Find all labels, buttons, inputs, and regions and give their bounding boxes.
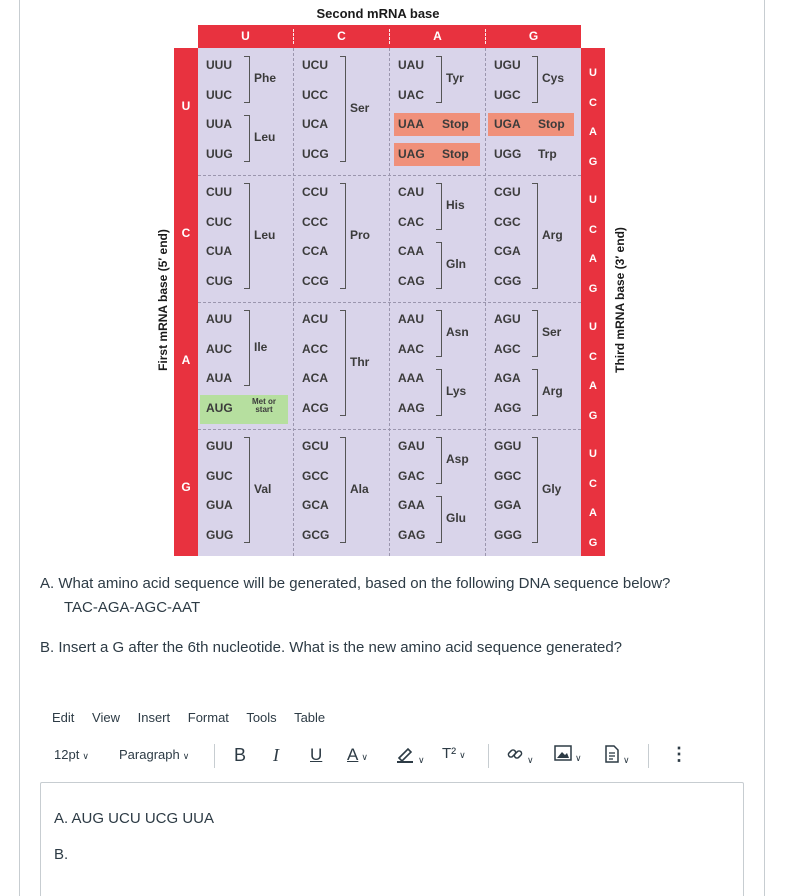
document-button[interactable] — [604, 745, 630, 766]
codon-grid — [198, 48, 581, 556]
underline-button[interactable]: U — [310, 745, 323, 764]
editor-toolbar — [40, 740, 744, 772]
codon-aua: AUA — [206, 371, 232, 385]
amino-acid-label: Ser — [350, 100, 370, 115]
codon-uag: UAG — [398, 146, 425, 161]
amino-acid-label: Ser — [542, 325, 562, 340]
codon-cell — [390, 429, 485, 556]
block-format-value: Paragraph — [119, 747, 180, 762]
link-icon — [506, 745, 524, 763]
amino-acid-label: Trp — [538, 146, 557, 161]
codon-auu: AUU — [206, 312, 232, 326]
third-base-letter: G — [588, 409, 598, 422]
codon-cga: CGA — [494, 244, 521, 258]
third-base-letter: C — [589, 96, 597, 109]
codon-gcu: GCU — [302, 439, 329, 453]
codon-ccu: CCU — [302, 185, 328, 199]
codon-bracket — [436, 496, 442, 543]
codon-gcg: GCG — [302, 527, 330, 542]
amino-acid-label: Gly — [542, 481, 562, 496]
codon-agg: AGG — [494, 400, 522, 415]
codon-uua: UUA — [206, 117, 232, 131]
codon-gau: GAU — [398, 439, 425, 453]
codon-bracket — [436, 310, 442, 357]
codon-ucg: UCG — [302, 146, 329, 161]
codon-aug: AUG — [206, 400, 233, 415]
codon-ucu: UCU — [302, 58, 328, 72]
italic-button[interactable]: I — [273, 745, 279, 765]
chevron-down-icon: ∨ — [575, 753, 582, 763]
toolbar-divider — [648, 744, 649, 768]
codon-bracket — [532, 183, 538, 289]
codon-cuu: CUU — [206, 185, 232, 199]
answer-line-a: A. AUG UCU UCG UUA — [54, 810, 215, 827]
codon-bracket — [244, 437, 250, 543]
chevron-down-icon: ∨ — [418, 755, 425, 765]
codon-bracket — [436, 437, 442, 484]
menu-tools[interactable]: Tools — [246, 710, 277, 725]
highlight-button[interactable] — [395, 745, 425, 766]
menu-table[interactable]: Table — [294, 710, 326, 725]
menu-format[interactable]: Format — [187, 710, 229, 725]
codon-bracket — [436, 56, 442, 103]
highlighter-icon — [395, 745, 415, 763]
first-base-label: First mRNA base (5′ end) — [156, 229, 170, 371]
codon-bracket — [436, 183, 442, 230]
codon-uau: UAU — [398, 58, 424, 72]
codon-cug: CUG — [206, 273, 233, 288]
editor-menubar — [52, 710, 339, 725]
stop-label: Stop — [538, 117, 565, 131]
second-base-header — [198, 25, 581, 48]
figure-title: Second mRNA base — [316, 6, 440, 21]
amino-acid-label: Arg — [542, 384, 563, 399]
font-size-value: 12pt — [54, 747, 80, 762]
third-base-letter: C — [589, 223, 597, 236]
codon-aaa: AAA — [398, 371, 424, 385]
chevron-down-icon: ∨ — [527, 755, 534, 765]
third-base-letter: G — [588, 536, 598, 549]
chevron-down-icon: ∨ — [182, 751, 190, 761]
first-base-a: A — [181, 353, 191, 367]
menu-insert[interactable]: Insert — [137, 710, 171, 725]
codon-ccc: CCC — [302, 214, 328, 229]
codon-acg: ACG — [302, 400, 329, 415]
document-icon — [604, 745, 620, 763]
amino-acid-label: Asp — [446, 452, 469, 467]
codon-cell — [486, 302, 581, 429]
first-base-g: G — [181, 480, 191, 494]
codon-cua: CUA — [206, 244, 232, 258]
codon-gga: GGA — [494, 498, 522, 512]
codon-ucc: UCC — [302, 87, 328, 102]
codon-aau: AAU — [398, 312, 424, 326]
amino-acid-label: Leu — [254, 227, 276, 242]
codon-agc: AGC — [494, 341, 521, 356]
amino-acid-label: Thr — [350, 354, 370, 369]
image-icon — [554, 745, 572, 761]
codon-cell — [294, 302, 389, 429]
amino-acid-label: Val — [254, 481, 272, 496]
codon-gcc: GCC — [302, 468, 329, 483]
codon-cell — [390, 175, 485, 302]
toolbar-divider — [214, 744, 215, 768]
third-base-letter: U — [589, 448, 597, 460]
question-b: B. Insert a G after the 6th nucleotide. What is the new amino acid sequence generated? — [40, 639, 623, 656]
codon-ugu: UGU — [494, 58, 521, 72]
third-base-letter: U — [589, 67, 597, 79]
codon-bracket — [244, 56, 250, 103]
codon-cell — [198, 302, 293, 429]
amino-acid-label: Gln — [446, 257, 466, 272]
codon-cell — [294, 48, 389, 175]
third-base-letter: A — [589, 380, 597, 392]
third-base-letter: C — [589, 477, 597, 490]
codon-cell — [198, 429, 293, 556]
codon-uac: UAC — [398, 87, 424, 102]
codon-cell — [390, 48, 485, 175]
codon-aga: AGA — [494, 371, 521, 385]
codon-cag: CAG — [398, 273, 425, 288]
toolbar-divider — [488, 744, 489, 768]
start-label-line1: Met or — [252, 396, 276, 406]
codon-bracket — [532, 437, 538, 543]
start-label-line2: start — [255, 404, 273, 414]
menu-edit[interactable]: Edit — [52, 710, 75, 725]
second-base-u: U — [241, 29, 250, 43]
codon-ggc: GGC — [494, 468, 522, 483]
codon-cell — [486, 175, 581, 302]
stop-label: Stop — [442, 146, 469, 161]
codon-cell — [198, 175, 293, 302]
codon-aca: ACA — [302, 371, 328, 385]
amino-acid-label: Cys — [542, 71, 565, 86]
chevron-down-icon: ∨ — [623, 755, 630, 765]
third-base-column — [581, 48, 605, 556]
codon-bracket — [244, 310, 250, 386]
codon-gaa: GAA — [398, 498, 425, 512]
chevron-down-icon: ∨ — [361, 752, 368, 762]
codon-guc: GUC — [206, 468, 233, 483]
superscript-icon: T² — [442, 745, 457, 762]
amino-acid-label: Phe — [254, 71, 277, 86]
third-base-letter: A — [589, 126, 597, 138]
second-base-g: G — [528, 29, 539, 43]
menu-view[interactable]: View — [92, 710, 120, 725]
text-color-icon: A — [347, 745, 359, 764]
first-base-c: C — [181, 226, 191, 240]
stop-label: Stop — [442, 117, 469, 131]
dna-sequence: TAC-AGA-AGC-AAT — [64, 599, 201, 616]
codon-cell — [294, 429, 389, 556]
amino-acid-label: Asn — [446, 325, 469, 340]
codon-agu: AGU — [494, 312, 521, 326]
third-base-letter: U — [589, 194, 597, 206]
codon-bracket — [340, 437, 346, 543]
first-base-column — [174, 48, 198, 556]
codon-cgc: CGC — [494, 214, 521, 229]
second-base-a: A — [433, 29, 442, 43]
codon-acc: ACC — [302, 341, 328, 356]
codon-bracket — [340, 310, 346, 416]
codon-bracket — [244, 183, 250, 289]
codon-cell — [486, 48, 581, 175]
codon-bracket — [532, 369, 538, 416]
codon-bracket — [244, 115, 250, 162]
codon-cell — [198, 48, 293, 175]
image-button[interactable] — [554, 745, 582, 764]
question-a: A. What amino acid sequence will be generated, based on the following DNA sequence below? — [40, 575, 671, 592]
amino-acid-label: Tyr — [446, 71, 464, 86]
codon-bracket — [532, 310, 538, 357]
codon-cac: CAC — [398, 214, 424, 229]
codon-uaa: UAA — [398, 117, 424, 131]
block-format-select[interactable] — [119, 747, 189, 762]
codon-cell — [486, 429, 581, 556]
codon-uug: UUG — [206, 146, 233, 161]
codon-cca: CCA — [302, 244, 328, 258]
font-size-select[interactable] — [54, 747, 89, 762]
codon-ugc: UGC — [494, 87, 521, 102]
codon-bracket — [340, 56, 346, 162]
third-base-letter: G — [588, 155, 598, 168]
codon-auc: AUC — [206, 341, 232, 356]
codon-ccg: CCG — [302, 273, 329, 288]
codon-uca: UCA — [302, 117, 328, 131]
codon-caa: CAA — [398, 244, 424, 258]
codon-cgg: CGG — [494, 273, 522, 288]
amino-acid-label: Ala — [350, 481, 369, 496]
amino-acid-label: His — [446, 198, 465, 213]
chevron-down-icon: ∨ — [459, 750, 466, 760]
codon-cell — [390, 302, 485, 429]
codon-guu: GUU — [206, 439, 233, 453]
codon-gag: GAG — [398, 527, 426, 542]
codon-cau: CAU — [398, 185, 424, 199]
second-base-c: C — [337, 29, 346, 43]
amino-acid-label: Pro — [350, 227, 371, 242]
codon-ugg: UGG — [494, 146, 522, 161]
codon-gac: GAC — [398, 468, 425, 483]
codon-bracket — [436, 369, 442, 416]
amino-acid-label: Arg — [542, 227, 563, 242]
codon-cell — [294, 175, 389, 302]
codon-uuu: UUU — [206, 58, 232, 72]
codon-aag: AAG — [398, 400, 425, 415]
first-base-u: U — [181, 99, 191, 113]
codon-bracket — [436, 242, 442, 289]
third-base-letter: C — [589, 350, 597, 363]
answer-line-b: B. — [54, 846, 69, 863]
codon-ggu: GGU — [494, 439, 522, 453]
codon-ggg: GGG — [494, 527, 523, 542]
codon-gug: GUG — [206, 527, 234, 542]
codon-cgu: CGU — [494, 185, 521, 199]
codon-bracket — [532, 56, 538, 103]
text-color-button[interactable] — [347, 745, 368, 765]
more-options-button[interactable]: ⋮ — [670, 744, 688, 764]
codon-aac: AAC — [398, 341, 424, 356]
codon-table-figure — [150, 0, 640, 560]
codon-gua: GUA — [206, 498, 233, 512]
superscript-button[interactable] — [442, 745, 466, 762]
codon-acu: ACU — [302, 312, 328, 326]
bold-button[interactable]: B — [234, 745, 247, 765]
codon-uga: UGA — [494, 117, 521, 131]
amino-acid-label: Lys — [446, 384, 467, 399]
codon-bracket — [340, 183, 346, 289]
amino-acid-label: Ile — [254, 340, 268, 354]
chevron-down-icon: ∨ — [82, 751, 89, 761]
third-base-letter: A — [589, 253, 597, 265]
codon-uuc: UUC — [206, 87, 232, 102]
answer-editor[interactable] — [40, 782, 744, 896]
codon-gca: GCA — [302, 498, 329, 512]
link-button[interactable] — [506, 745, 534, 766]
amino-acid-label: Leu — [254, 130, 276, 145]
third-base-letter: U — [589, 321, 597, 333]
third-base-label: Third mRNA base (3′ end) — [613, 227, 627, 373]
amino-acid-label: Glu — [446, 511, 466, 526]
third-base-letter: G — [588, 282, 598, 295]
codon-cuc: CUC — [206, 214, 232, 229]
third-base-letter: A — [589, 507, 597, 519]
